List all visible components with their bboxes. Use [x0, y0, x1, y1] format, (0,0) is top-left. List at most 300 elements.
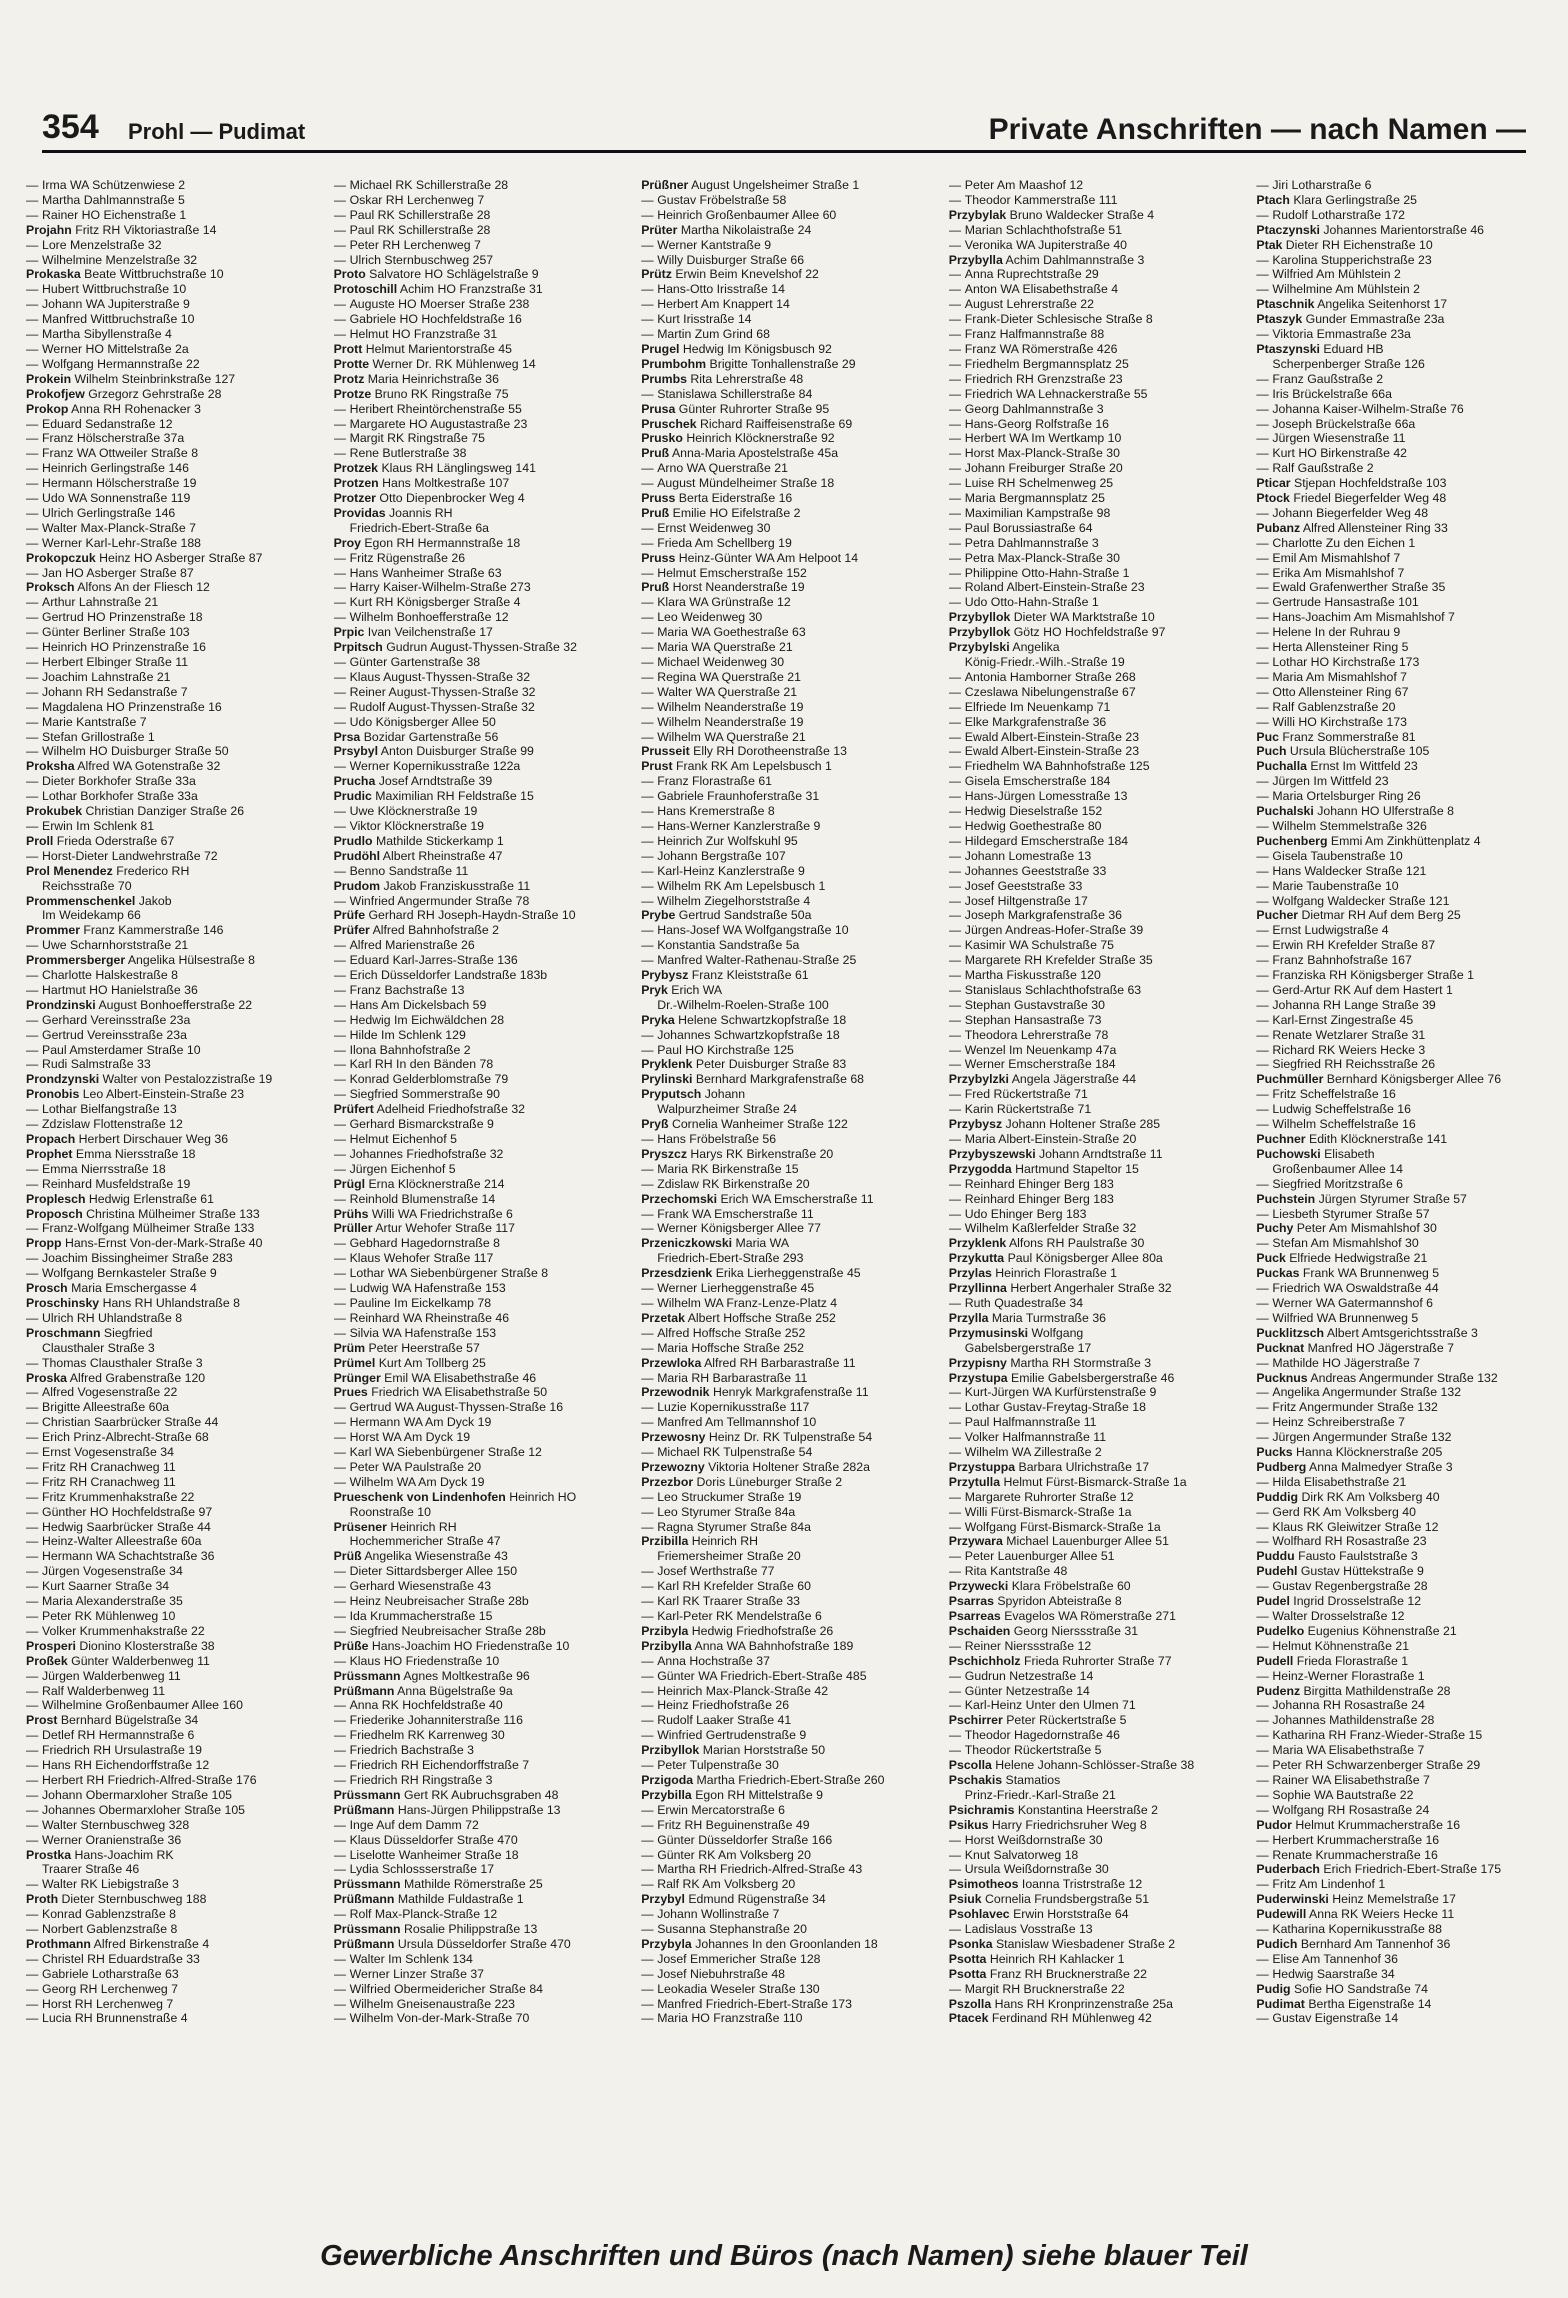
entry-text: Mathilde HO Jägerstraße 7	[1272, 1355, 1421, 1370]
repeat-dash: —	[641, 714, 654, 729]
entry-text: Hans RH Uhlandstraße 8	[102, 1295, 240, 1310]
entry-text: Rudolf Laaker Straße 41	[657, 1713, 792, 1728]
surname: Pronobis	[26, 1087, 80, 1102]
entry-text: Hedwig Im Eichwäldchen 28	[349, 1012, 505, 1027]
entry-text: Wilfried Am Mühlstein 2	[1272, 267, 1401, 282]
entry-text: Wolfgang Hermannstraße 22	[42, 356, 200, 371]
repeat-dash: —	[948, 1042, 962, 1057]
directory-entry	[641, 1296, 933, 1311]
directory-entry	[334, 1475, 626, 1490]
repeat-dash: —	[641, 327, 654, 342]
directory-entry	[949, 1117, 1241, 1132]
surname: Prüssmann	[333, 1877, 401, 1892]
surname: Proschinsky	[26, 1295, 100, 1310]
surname: Puchmüller	[1256, 1072, 1324, 1087]
directory-entry	[949, 983, 1241, 998]
directory-entry	[1256, 595, 1548, 610]
directory-entry	[949, 834, 1241, 849]
directory-entry	[641, 908, 933, 923]
surname: Przybysz	[948, 1117, 1003, 1132]
entry-text: Klaus August-Thyssen-Straße 32	[349, 669, 531, 684]
directory-entry	[641, 1669, 933, 1684]
directory-entry	[1256, 387, 1548, 402]
repeat-dash: —	[26, 655, 39, 669]
directory-entry	[334, 834, 626, 849]
entry-text: Achim Dahlmannstraße 3	[1005, 252, 1145, 267]
entry-text: Antonia Hamborner Straße 268	[964, 669, 1136, 684]
repeat-dash: —	[26, 1012, 39, 1027]
entry-text: Alfred RH Barbarastraße 11	[704, 1355, 856, 1370]
entry-text: Frieda Ruhrorter Straße 77	[1023, 1653, 1172, 1668]
repeat-dash: —	[641, 252, 654, 267]
directory-entry	[1256, 1072, 1548, 1087]
directory-entry	[641, 1311, 933, 1326]
directory-entry	[334, 1639, 626, 1654]
surname: Proto	[333, 267, 366, 282]
entry-text: Anna Bügelstraße 9a	[397, 1683, 513, 1698]
entry-text: Wilhelmine Menzelstraße 32	[42, 252, 198, 267]
directory-entry	[334, 476, 626, 491]
entry-text: Siegfried Sommerstraße 90	[349, 1087, 500, 1102]
repeat-dash: —	[333, 1027, 346, 1042]
entry-text: Hochemmericher Straße 47	[349, 1534, 501, 1549]
entry-text: Inge Auf dem Damm 72	[349, 1817, 479, 1832]
entry-text: Fritz RH Cranachweg 11	[42, 1474, 176, 1489]
directory-entry	[949, 1520, 1241, 1535]
repeat-dash: —	[641, 1206, 654, 1221]
surname: Przetak	[641, 1310, 685, 1325]
surname: Prondzinski	[26, 997, 96, 1012]
surname: Prokofjew	[26, 386, 85, 401]
repeat-dash: —	[333, 1698, 346, 1713]
surname: Prüßmann	[333, 1683, 395, 1698]
repeat-dash: —	[1256, 1638, 1269, 1653]
entry-text: Horst WA Am Dyck 19	[349, 1430, 471, 1445]
entry-text: Anna RK Hochfeldstraße 40	[349, 1698, 503, 1713]
entry-text: Anna Ruprechtstraße 29	[964, 267, 1099, 282]
directory-entry	[334, 1922, 626, 1937]
entry-text: Franz RH Brucknerstraße 22	[989, 1966, 1147, 1981]
entry-text: Reinhold Blumenstraße 14	[349, 1191, 496, 1206]
repeat-dash: —	[333, 1132, 346, 1146]
directory-entry	[949, 431, 1241, 446]
repeat-dash: —	[641, 699, 654, 714]
entry-text: Martha RH Friedrich-Alfred-Straße 43	[657, 1862, 863, 1877]
directory-entry	[641, 580, 933, 595]
directory-entry	[334, 536, 626, 551]
directory-entry	[949, 759, 1241, 774]
directory-entry	[26, 1326, 318, 1341]
surname: Przyllinna	[948, 1281, 1007, 1296]
directory-entry	[949, 700, 1241, 715]
repeat-dash: —	[948, 1400, 962, 1415]
surname: Prüfert	[333, 1102, 374, 1117]
entry-text: Richard Raiffeisenstraße 69	[699, 416, 853, 431]
repeat-dash: —	[641, 833, 654, 848]
directory-entry	[641, 1698, 933, 1713]
repeat-dash: —	[948, 192, 962, 207]
directory-entry	[949, 476, 1241, 491]
repeat-dash: —	[948, 863, 962, 878]
entry-text: Maria Bergmannsplatz 25	[964, 491, 1105, 506]
entry-text: Angela Jägerstraße 44	[1011, 1072, 1137, 1087]
directory-entry	[949, 685, 1241, 700]
entry-text: Anton WA Elisabethstraße 4	[964, 282, 1119, 297]
repeat-dash: —	[1256, 655, 1269, 669]
surname: Ptach	[1256, 192, 1290, 207]
entry-text: Ernst Vogesenstraße 34	[42, 1445, 174, 1460]
surname: Pucknat	[1256, 1340, 1305, 1355]
directory-entry	[26, 1132, 318, 1147]
directory-entry	[334, 238, 626, 253]
entry-text: Herbert RH Friedrich-Alfred-Straße 176	[42, 1772, 257, 1787]
repeat-dash: —	[1256, 1415, 1269, 1430]
entry-text: Peter Duisburger Straße 83	[695, 1057, 847, 1072]
repeat-dash: —	[641, 953, 654, 968]
repeat-dash: —	[948, 774, 962, 789]
directory-entry	[1256, 476, 1548, 491]
repeat-dash: —	[948, 878, 962, 893]
entry-text: Ulrich Gerlingstraße 146	[42, 505, 176, 520]
entry-text: Günter Gartenstraße 38	[349, 655, 481, 669]
directory-entry	[949, 774, 1241, 789]
repeat-dash: —	[26, 1221, 39, 1236]
entry-text: Jürgen Angermunder Straße 132	[1272, 1430, 1452, 1445]
directory-entry	[26, 1087, 318, 1102]
entry-text: Friedrich WA Elisabethstraße 50	[371, 1385, 548, 1400]
directory-entry	[1256, 908, 1548, 923]
entry-text: Maria RH Barbarastraße 11	[657, 1370, 808, 1385]
directory-entry	[641, 1072, 933, 1087]
directory-entry	[641, 327, 933, 342]
directory-entry	[1256, 1967, 1548, 1982]
repeat-dash: —	[641, 535, 654, 550]
directory-entry	[949, 1579, 1241, 1594]
directory-entry	[641, 297, 933, 312]
directory-entry	[641, 193, 933, 208]
directory-entry	[949, 968, 1241, 983]
surname: Przywecki	[948, 1579, 1009, 1594]
repeat-dash: —	[1256, 580, 1269, 595]
entry-text: Peter RH Lerchenweg 7	[349, 237, 481, 252]
repeat-dash: —	[1256, 893, 1269, 908]
entry-text: Paul RK Schillerstraße 28	[349, 222, 491, 237]
repeat-dash: —	[1256, 1474, 1269, 1489]
entry-text: Dieter Sternbuschweg 188	[61, 1892, 207, 1907]
directory-entry	[26, 819, 318, 834]
surname: Pryka	[641, 1012, 675, 1027]
surname: Prott	[333, 341, 363, 356]
repeat-dash: —	[1256, 1057, 1269, 1072]
entry-text: Karl RH Krefelder Straße 60	[657, 1579, 811, 1594]
entry-text: Hans-Otto Irisstraße 14	[657, 282, 785, 297]
repeat-dash: —	[26, 252, 39, 267]
directory-entry	[1256, 1162, 1548, 1177]
directory-entry	[641, 253, 933, 268]
entry-text: Götz HO Hochfeldstraße 97	[1013, 625, 1166, 640]
directory-entry	[641, 1445, 933, 1460]
directory-entry	[949, 536, 1241, 551]
directory-entry	[26, 446, 318, 461]
directory-entry	[641, 461, 933, 476]
directory-entry	[334, 1549, 626, 1564]
surname: Prüß	[333, 1549, 362, 1564]
directory-entry	[334, 1207, 626, 1222]
entry-text: Christel RH Eduardstraße 33	[42, 1951, 200, 1966]
surname: Prudic	[333, 789, 372, 804]
entry-text: Jürgen Vogesenstraße 34	[42, 1564, 183, 1579]
directory-entry	[26, 1028, 318, 1043]
surname: Puchenberg	[1256, 833, 1328, 848]
directory-entry	[1256, 640, 1548, 655]
directory-entry	[334, 1013, 626, 1028]
repeat-dash: —	[948, 401, 962, 416]
repeat-dash: —	[641, 595, 654, 610]
entry-text: Helmut Marientorstraße 45	[365, 341, 512, 356]
surname: Prüsener	[333, 1519, 387, 1534]
surname: Prügl	[333, 1176, 366, 1191]
entry-text: Leokadia Weseler Straße 130	[657, 1981, 820, 1996]
surname: Przybylak	[948, 207, 1007, 222]
directory-entry	[949, 1341, 1241, 1356]
repeat-dash: —	[1256, 669, 1269, 684]
repeat-dash: —	[948, 386, 962, 401]
directory-entry	[26, 1385, 318, 1400]
entry-text: Im Weidekamp 66	[42, 908, 141, 923]
directory-entry	[1256, 1862, 1548, 1877]
directory-entry	[949, 804, 1241, 819]
entry-text: Walter von Pestalozzistraße 19	[102, 1072, 273, 1087]
directory-entry	[949, 730, 1241, 745]
entry-text: Scherpenberger Straße 126	[1272, 356, 1425, 371]
entry-text: Alfred WA Gotenstraße 32	[77, 759, 221, 774]
entry-text: Heinrich RH	[691, 1534, 759, 1549]
directory-entry	[334, 1326, 626, 1341]
surname: Puch	[1256, 744, 1287, 759]
directory-entry	[949, 446, 1241, 461]
surname: Proschmann	[26, 1325, 101, 1340]
repeat-dash: —	[948, 982, 962, 997]
entry-text: Emma Nierrsstraße 18	[42, 1161, 166, 1176]
directory-entry	[949, 253, 1241, 268]
entry-text: Erwin Im Schlenk 81	[42, 818, 155, 833]
repeat-dash: —	[333, 1191, 346, 1206]
directory-entry	[334, 625, 626, 640]
repeat-dash: —	[26, 729, 39, 744]
repeat-dash: —	[948, 669, 962, 684]
entry-text: Klara Fröbelstraße 60	[1011, 1579, 1131, 1594]
directory-entry	[949, 223, 1241, 238]
entry-text: Veronika WA Jupiterstraße 40	[964, 237, 1128, 252]
directory-entry	[1256, 431, 1548, 446]
directory-entry	[641, 759, 933, 774]
directory-entry	[641, 610, 933, 625]
directory-entry	[949, 1967, 1241, 1982]
surname: Pucklitzsch	[1256, 1325, 1325, 1340]
surname: Prostka	[26, 1847, 72, 1862]
repeat-dash: —	[26, 178, 39, 192]
directory-entry	[334, 1788, 626, 1803]
surname: Przigoda	[641, 1772, 694, 1787]
repeat-dash: —	[948, 699, 962, 714]
directory-entry	[641, 1743, 933, 1758]
repeat-dash: —	[641, 1966, 654, 1981]
entry-text: Hans Wanheimer Straße 63	[349, 565, 502, 580]
repeat-dash: —	[641, 1817, 654, 1832]
directory-entry	[949, 1564, 1241, 1579]
directory-entry	[949, 953, 1241, 968]
directory-entry	[334, 1192, 626, 1207]
directory-entry	[26, 491, 318, 506]
repeat-dash: —	[333, 1758, 346, 1773]
entry-text: Theodora Lehrerstraße 78	[964, 1027, 1109, 1042]
directory-entry	[334, 580, 626, 595]
entry-text: Renate Krummacherstraße 16	[1272, 1847, 1438, 1862]
entry-text: Günter WA Friedrich-Ebert-Straße 485	[657, 1668, 867, 1683]
repeat-dash: —	[641, 893, 654, 908]
directory-entry	[334, 700, 626, 715]
repeat-dash: —	[641, 1653, 654, 1668]
entry-text: Stanislaw Wiesbadener Straße 2	[995, 1936, 1176, 1951]
repeat-dash: —	[948, 729, 962, 744]
surname: Pucks	[1256, 1445, 1293, 1460]
surname: Prosperi	[26, 1638, 76, 1653]
entry-text: Friedrich RH Ringstraße 3	[349, 1772, 493, 1787]
directory-entry	[949, 655, 1241, 670]
directory-entry	[26, 267, 318, 282]
directory-entry	[1256, 1788, 1548, 1803]
entry-text: Friedhelm RK Karrenweg 30	[349, 1728, 505, 1743]
directory-entry	[641, 1788, 933, 1803]
directory-entry	[949, 1982, 1241, 1997]
entry-text: Josef Geeststraße 33	[964, 878, 1083, 893]
entry-text: Evagelos WA Römerstraße 271	[1004, 1609, 1176, 1623]
repeat-dash: —	[1256, 282, 1269, 297]
repeat-dash: —	[948, 893, 962, 908]
directory-entry	[641, 744, 933, 759]
entry-text: Viktoria Emmastraße 23a	[1272, 327, 1411, 342]
directory-entry	[26, 1043, 318, 1058]
entry-text: Manfred HO Jägerstraße 7	[1307, 1340, 1454, 1355]
entry-text: Herbert WA Im Wertkamp 10	[964, 431, 1122, 446]
directory-entry	[949, 1043, 1241, 1058]
directory-entry	[1256, 1281, 1548, 1296]
repeat-dash: —	[641, 1504, 654, 1519]
repeat-dash: —	[26, 1728, 39, 1743]
repeat-dash: —	[26, 1623, 39, 1638]
directory-entry	[26, 1520, 318, 1535]
surname: Prusa	[641, 401, 676, 416]
directory-entry	[26, 312, 318, 327]
repeat-dash: —	[333, 1996, 346, 2011]
directory-entry	[334, 1758, 626, 1773]
directory-entry	[949, 1505, 1241, 1520]
repeat-dash: —	[948, 908, 962, 923]
repeat-dash: —	[333, 669, 346, 684]
entry-text: Gertrud HO Prinzenstraße 18	[42, 610, 203, 625]
repeat-dash: —	[1256, 1117, 1269, 1132]
entry-text: Hermann Hölscherstraße 19	[42, 476, 197, 491]
entry-text: Hedwig Friedhofstraße 26	[691, 1623, 834, 1638]
directory-entry	[949, 1311, 1241, 1326]
surname: Prüssmann	[333, 1668, 401, 1683]
entry-text: Harry Kaiser-Wilhelm-Straße 273	[349, 580, 531, 595]
directory-entry	[26, 1639, 318, 1654]
directory-entry	[641, 1266, 933, 1281]
directory-entry	[949, 1028, 1241, 1043]
entry-text: Rita Kantstraße 48	[964, 1564, 1068, 1579]
repeat-dash: —	[641, 684, 654, 699]
entry-text: Fritz Am Lindenhof 1	[1272, 1877, 1386, 1892]
entry-text: Rudolf August-Thyssen-Straße 32	[349, 699, 535, 714]
directory-entry	[641, 1162, 933, 1177]
repeat-dash: —	[26, 1400, 39, 1415]
directory-entry	[1256, 759, 1548, 774]
repeat-dash: —	[641, 1758, 654, 1773]
entry-text: Horst Neanderstraße 19	[672, 580, 805, 595]
directory-entry	[949, 1296, 1241, 1311]
directory-entry	[1256, 580, 1548, 595]
directory-entry	[949, 551, 1241, 566]
directory-entry	[641, 417, 933, 432]
repeat-dash: —	[26, 1743, 39, 1758]
surname: Psiuk	[948, 1892, 982, 1907]
repeat-dash: —	[948, 833, 962, 848]
repeat-dash: —	[333, 1117, 346, 1132]
entry-text: Henryk Markgrafenstraße 11	[712, 1385, 869, 1400]
entry-text: Joachim Lahnstraße 21	[42, 669, 171, 684]
surname: Pticar	[1256, 476, 1291, 491]
entry-text: Ludwig WA Hafenstraße 153	[349, 1281, 506, 1296]
entry-text: Gabriele Lotharstraße 63	[42, 1966, 179, 1981]
entry-text: Maria Emschergasse 4	[71, 1281, 197, 1296]
surname: Puckas	[1256, 1266, 1300, 1281]
entry-text: Maximilian Kampstraße 98	[964, 505, 1111, 520]
directory-entry	[949, 1430, 1241, 1445]
surname: Prust	[641, 759, 673, 774]
directory-entry	[334, 670, 626, 685]
entry-text: Lydia Schlossserstraße 17	[349, 1862, 495, 1877]
repeat-dash: —	[948, 1698, 962, 1713]
entry-text: Stefan Grillostraße 1	[42, 729, 155, 744]
entry-text: Franz Kammerstraße 146	[83, 923, 224, 938]
directory-entry	[1256, 774, 1548, 789]
entry-text: Gertrude Hansastraße 101	[1272, 595, 1419, 610]
surname: Pudelko	[1256, 1623, 1305, 1638]
entry-text: Iris Brückelstraße 66a	[1272, 386, 1392, 401]
repeat-dash: —	[1256, 1027, 1269, 1042]
entry-text: Emma Niersstraße 18	[75, 1146, 196, 1161]
directory-entry	[1256, 238, 1548, 253]
entry-text: Johanna RH Lange Straße 39	[1272, 997, 1436, 1012]
entry-text: Paul RK Schillerstraße 28	[349, 207, 491, 222]
entry-text: Erika Lierheggenstraße 45	[715, 1266, 861, 1281]
directory-entry	[949, 1594, 1241, 1609]
entry-text: Siegfried Neubreisacher Straße 28b	[349, 1623, 546, 1638]
directory-entry	[334, 1087, 626, 1102]
repeat-dash: —	[948, 1087, 962, 1102]
repeat-dash: —	[948, 297, 962, 312]
directory-entry	[334, 879, 626, 894]
directory-entry	[26, 1654, 318, 1669]
entry-text: Heinrich RH	[390, 1519, 457, 1534]
column-5	[1256, 178, 1548, 2218]
surname: Puchalski	[1256, 804, 1314, 819]
directory-entry	[334, 1162, 626, 1177]
surname: Przylas	[948, 1266, 992, 1281]
repeat-dash: —	[948, 1668, 962, 1683]
directory-entry	[641, 1579, 933, 1594]
